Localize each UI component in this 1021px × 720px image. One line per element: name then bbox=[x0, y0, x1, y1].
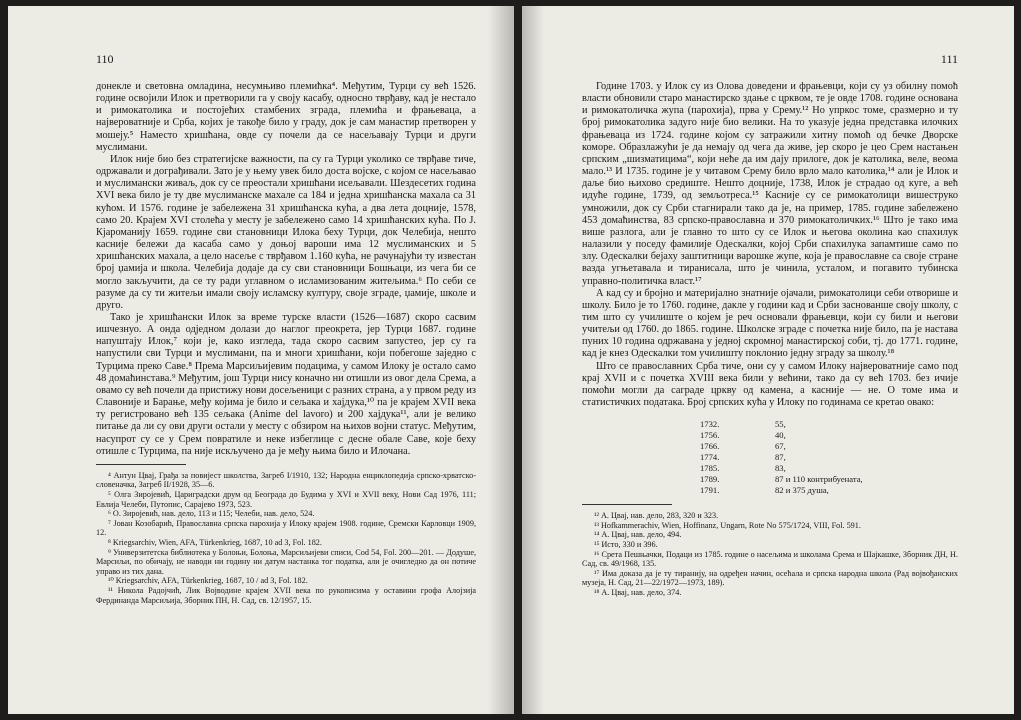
year-cell: 1774. bbox=[700, 452, 720, 463]
year-cell: 1766. bbox=[700, 441, 720, 452]
paragraph: Тако је хришћански Илок за време турске власти (1526—1687) скоро сасвим ишчезнуо. А онда одједном долази до наглог преокрета, јер Турци 1687. године напуштају Илок,⁷ који је, како изгледа, тада скоро сасвим запустео, јер су га напустили сви Турци и муслимани, па и многи хришћани, који побегоше заједно с Турцима преко Саве.⁸ Према Марсиљијевим подацима, у самом Илоку је остало само 48 домаћинстава.⁹ Међутим, још Турци нису коначно ни отишли из овог дела Срема, а овамо су већ почели да пристижу нови досељеници с разних страна, а у првом реду из Славоније и Барање, међу којима је било и сељака и хајдука,¹⁰ па је крајем XVII века ту регистровано већ 135 сељака (Anime del lavoro) и 200 хајдука¹¹, али је велико питање да ли су ови други остали у месту с обзиром на њихов војни статус. Међутим, насупрот су се у Срем повратиле и неке избеглице с десне обале Саве, које беху отишле с Турцима, па није искључено да је међу њима било и Илочана. bbox=[96, 311, 476, 457]
footnote: ⁷ Јован Козобарић, Православна српска парохија у Илоку крајем 1908. године, Сремски Карловци 1909, 12. bbox=[96, 518, 476, 538]
left-page bbox=[8, 6, 514, 714]
footnote: ⁹ Универзитетска библиотека у Болоњи, Болоња, Марсиљијеви списи, Cod 54, Fol. 200—201. — Додуше, Марсиљи, по обичају, не наводи ни годину ни датум настанка тог податка, али је очигледно да он потиче управо из тих дана. bbox=[96, 547, 476, 576]
year-cell: 1756. bbox=[700, 430, 720, 441]
year-cell: 1789. bbox=[700, 474, 720, 485]
page-number: 110 bbox=[96, 52, 114, 66]
year-cell: 1791. bbox=[700, 485, 720, 496]
table-row bbox=[700, 485, 863, 496]
count-cell: 83, bbox=[775, 463, 786, 474]
table-row bbox=[700, 419, 863, 430]
table-row bbox=[700, 441, 863, 452]
count-cell: 82 и 375 душа, bbox=[775, 485, 829, 496]
footnote: ¹⁴ А. Цвај, нав. дело, 494. bbox=[594, 530, 682, 540]
footnote-rule bbox=[582, 504, 672, 505]
left-body-text bbox=[96, 81, 476, 458]
year-cell: 1732. bbox=[700, 419, 720, 430]
footnote: ⁶ О. Зиројевић, нав. дело, 113 и 115; Челеби, нав. дело, 524. bbox=[108, 509, 315, 519]
right-page bbox=[522, 6, 1014, 714]
footnote: ¹⁵ Исто, 330 и 396. bbox=[594, 540, 658, 549]
footnote: ¹⁸ А. Цвај, нав. дело, 374. bbox=[594, 587, 682, 597]
left-footnotes bbox=[96, 471, 476, 605]
footnote: ¹¹ Никола Радојчић, Лик Војводине крајем XVII века по рукописима у оставини грофа Алојзија Фердинанда Марсиљија, Зборник ПН, Н. Сад, св. 12/1957, 15. bbox=[96, 585, 476, 605]
footnote: ⁴ Антун Цвај, Грађа за повијест школства, Загреб I/1910, 132; Народна енциклопедија српско-хрватско-словеначка, Загреб II/1928, 35—6. bbox=[96, 470, 476, 490]
paragraph: донекле и световна омладина, несумњиво племићка⁴. Међутим, Турци су већ 1526. године освојили Илок и претворили га у своју касабу, односно тврђаву, кад је нестало и римокатолика и постојећих стамбених зграда, племића и фрањеваца, а највероватније и Срба, којих је такође било у граду, док је сам манастир претворен у мошеју.⁵ Наместо хришћана, овде су почели да се насељавају Турци и други муслимани. bbox=[96, 81, 476, 153]
footnote-rule bbox=[96, 464, 186, 465]
footnote: ¹⁶ Срета Пешњачки, Подаци из 1785. године о насељима и школама Срема и Шајкашке, Зборник ДН, Н. Сад, св. 49/1968, 135. bbox=[582, 549, 958, 569]
paragraph: Године 1703. у Илок су из Олова доведени и фрањевци, који су уз обилну помоћ власти обновили старо манастирско здање с црквом, те је овде 1708. године основана и римокатоличка жупа (парохија), прва у Срему.¹² Но упркос томе, сразмерно и ту број римокатолика задуго није био велики. На то указује једна представка илочких фрањеваца из 1724. године којом су затражили хитну помоћ од бечке Дворске коморе. Образлажући је да немају од чега да живе, јер скоро је цео Срем настањен српским „шизматицима“, који неће да им дају прилоге, док је католика, веле, веома мало.¹³ И 1735. године је у читавом Срему било врло мало католика,¹⁴ али је Илок и даље био њихово средиште. Нешто доцније, 1738, Илок је страдао од куге, а већ идуће године, 1739, од земљотреса.¹⁵ Касније су се римокатолици вишеструко умножили, док су Срби стагнирали тако да је, на пример, 1785. године забележено 453 домаћинства, 83 српско-православна и 370 римокатоличких.¹⁶ Што је тако има више разлога, али је главно то што су се Илок и његова околина као спахилук налазили у поседу фамилије Одескалки, којој Срби спахилука запамтише само по злу. Одескалки бејаху заштитници варошке жупе, која је православне са своје стране вазда угњетавала и тиранисала, што је чинила, усталом, и погавито тубинска управно-политичка власт.¹⁷ bbox=[582, 81, 958, 287]
paragraph: Илок није био без стратегијске важности, па су га Турци уколико се тврђаве тиче, одржавали и дограђивали. Зато је у њему увек било доста војске, с којом се насељавао и муслимански живаљ, док су се преостали хришћани исељавали. Шездесетих година XVI века било је ту две муслиманске махале са 184 и једна хришћанска махала са 31 кућом. И 1576. године је забележена 31 хришћанска кућа, а два лета доцније, 1578, само 20. Крајем XVI столећа у месту је забележено само 14 хришћанских кућа. По Ј. Кјароманију 1659. године сви становници Илока беху Турци, док Челебија, нешто касније бележи да касаба само у доњој вароши има 12 муслиманских и 5 хришћанских махала, а цело насеље с тврђавом 1.160 кућа, не рачунајући ту известан број џамија и школа. Челебија додаје да су сви становници Бошњаци, из чега би се могло закључити, да се ту ради углавном о исламизованим житељима.⁶ По себи се разуме да су ти житељи имали своју исламску културу, своје зграде, џамије, школе и друго. bbox=[96, 153, 476, 311]
count-cell: 87 и 110 контрибуената, bbox=[775, 474, 863, 485]
year-cell: 1785. bbox=[700, 463, 720, 474]
count-cell: 67, bbox=[775, 441, 786, 452]
table-row bbox=[700, 474, 863, 485]
serbian-houses-table bbox=[700, 419, 863, 496]
footnote: ¹² А. Цвај, нав. дело, 283, 320 и 323. bbox=[594, 511, 719, 521]
count-cell: 55, bbox=[775, 419, 786, 430]
footnote: ⁸ Kriegsarchiv, Wien, AFA, Türkenkrieg, 1687, 10 ad 3, Fol. 182. bbox=[108, 538, 322, 547]
paragraph: А кад су и бројно и материјално знатније ојачали, римокатолици себи отворише и школу. Било је то 1760. године, дакле у години кад и Срби заснованше своју школу, с тим што су училиште о којем је реч основали фрањевци, који су били и његови учитељи од 1760. до 1865. године. Школске зграде с почетка није било, па је настава пуних 10 година одржавана у једној скромној манастирској соби, тј. до 1771. године, кад је кнез Одескалки том училишту поклонио једну зграду за школу.¹⁸ bbox=[582, 287, 958, 360]
table-row bbox=[700, 430, 863, 441]
footnote: ¹⁷ Има доказа да је ту тиранију, на одређен начин, осећала и српска народна школа (Рад војвођанских музеја, Н. Сад, 21—22/1972—1973, 189). bbox=[582, 568, 958, 588]
page-number: 111 bbox=[940, 52, 958, 66]
right-body-text bbox=[582, 81, 958, 409]
footnote: ⁵ Олга Зиројевић, Цариградски друм од Београда до Будима у XVI и XVII веку, Нови Сад 1976, 111; Евлија Челеби, Путопис, Сарајево 1973, 523. bbox=[96, 490, 476, 509]
table-row bbox=[700, 452, 863, 463]
count-cell: 87, bbox=[775, 452, 786, 463]
count-cell: 40, bbox=[775, 430, 786, 441]
footnote: ¹³ Hofkammerachiv, Wien, Hoffinanz, Ungarn, Rote No 575/1724, VIII, Fol. 591. bbox=[594, 520, 861, 530]
footnote: ¹⁰ Kriegsarchiv, AFA, Türkenkrieg, 1687, 10 / ad 3, Fol. 182. bbox=[108, 576, 308, 586]
paragraph: Што се православних Срба тиче, они су у самом Илоку највероватније само под крај XVII и с почетка XVIII века били у већини, тако да су већ 1703. без ичије помоћи могли да саграде цркву од камена, а касније — не. О томе има и статистичких података. Број српских кућа у Илоку по годинама се кретао овако: bbox=[582, 360, 958, 409]
right-footnotes bbox=[582, 511, 958, 597]
table-row bbox=[700, 463, 863, 474]
